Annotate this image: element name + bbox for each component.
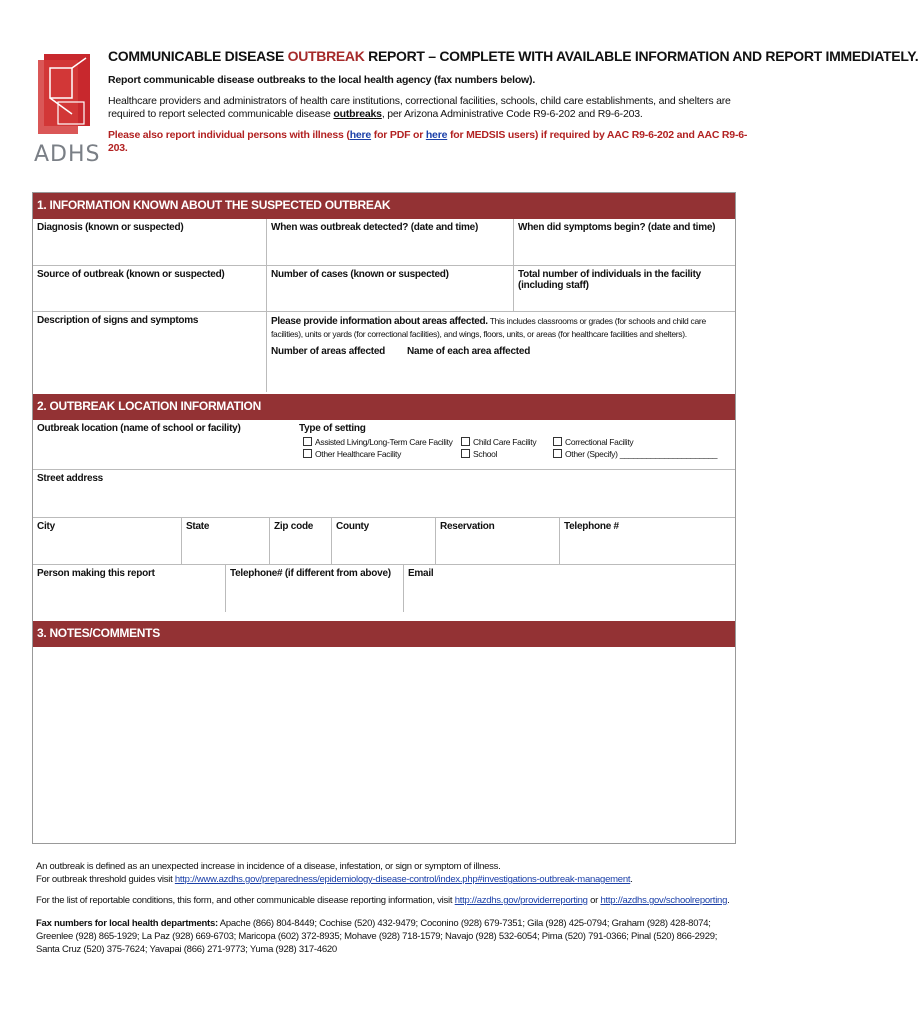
checkbox-icon [553, 449, 562, 458]
state-field[interactable]: State [181, 518, 269, 564]
checkbox-icon [303, 437, 312, 446]
notes-field[interactable] [33, 647, 735, 843]
report-instruction: Report communicable disease outbreaks to the local health agency (fax numbers below). [108, 74, 536, 86]
zip-field[interactable]: Zip code [269, 518, 331, 564]
logo-text: ADHS [34, 142, 101, 167]
section-1-header: 1. INFORMATION KNOWN ABOUT THE SUSPECTED OUTBREAK [33, 193, 735, 219]
checkbox-other-healthcare[interactable]: Other Healthcare Facility [303, 449, 401, 459]
page-title: COMMUNICABLE DISEASE OUTBREAK REPORT – COMPLETE WITH AVAILABLE INFORMATION AND REPORT IMMEDIATELY. [108, 48, 918, 64]
total-individuals-field[interactable]: Total number of individuals in the facility (including staff) [513, 266, 735, 311]
requirement-paragraph: Healthcare providers and administrators of health care institutions, correctional facilities, schools, child care establishments, and shelters are required to report selected communicable disease outbreaks, per Arizona Administrative Code R9-6-202 and R9-6-203. [108, 95, 731, 120]
outbreak-form [32, 192, 736, 844]
county-field[interactable]: County [331, 518, 435, 564]
detected-field[interactable]: When was outbreak detected? (date and time) [266, 219, 513, 265]
type-setting-group: Type of setting Assisted Living/Long-Term Care Facility Other Healthcare Facility Child Care Facility School Correctional Facility Other (Specify) ______________________ [299, 423, 718, 459]
row-street [33, 470, 735, 518]
row-city [33, 518, 735, 565]
reservation-field[interactable]: Reservation [435, 518, 559, 564]
checkbox-correctional[interactable]: Correctional Facility [553, 437, 633, 447]
pdf-link[interactable]: here [349, 129, 372, 141]
city-field[interactable]: City [37, 521, 55, 532]
checkbox-icon [303, 449, 312, 458]
row-description [33, 312, 735, 392]
footer [36, 860, 736, 964]
num-areas-label: Number of areas affected [271, 346, 386, 357]
location-field[interactable]: Outbreak location (name of school or facility) [37, 423, 241, 434]
checkbox-icon [461, 449, 470, 458]
threshold-guides: For outbreak threshold guides visit http://www.azdhs.gov/preparedness/epidemiology-disease-control/index.php#investigations-outbreak-management. [36, 874, 633, 885]
areas-affected-field[interactable]: Please provide information about areas affected. This includes classrooms or grades (for schools and child care facilities), units or yards (for correctional facilities), and wings, floors, units, or areas (for healthcare facilities and shelters). Number of areas affected Name of each area affected [266, 312, 735, 392]
row-person [33, 565, 735, 612]
threshold-link[interactable]: http://www.azdhs.gov/preparedness/epidemiology-disease-control/index.php#investigations-outbreak-management [174, 874, 631, 885]
checkbox-other-specify[interactable]: Other (Specify) ______________________ [553, 449, 717, 459]
checkbox-icon [553, 437, 562, 446]
row-diagnosis [33, 219, 735, 266]
source-field[interactable]: Source of outbreak (known or suspected) [37, 269, 225, 280]
symptoms-begin-field[interactable]: When did symptoms begin? (date and time) [513, 219, 735, 265]
school-reporting-link[interactable]: http://azdhs.gov/schoolreporting [600, 895, 728, 906]
telephone-alt-field[interactable]: Telephone# (if different from above) [225, 565, 403, 612]
checkbox-school[interactable]: School [461, 449, 497, 459]
medsis-link[interactable]: here [425, 129, 448, 141]
person-field[interactable]: Person making this report [37, 568, 155, 579]
reportable-conditions: For the list of reportable conditions, this form, and other communicable disease reporting information, visit http://azdhs.gov/providerreporting or http://azdhs.gov/schoolreporting. [36, 895, 730, 906]
fax-numbers: Fax numbers for local health departments: Apache (866) 804-8449; Cochise (520) 432-9479; Coconino (928) 679-7351; Gila (928) 425-0794; Graham (928) 428-8074; Greenlee (928) 865-1929; La Paz (928) 669-6703; Maricopa (602) 372-8935; Mohave (928) 718-1579; Navajo (928) 532-6054; Pima (520) 791-0366; Pinal (520) 866-2929; Santa Cruz (520) 375-7624; Yavapai (866) 271-9773; Yuma (928) 317-4620 [36, 918, 718, 955]
title-highlight: OUTBREAK [287, 48, 365, 64]
name-areas-label: Name of each area affected [407, 346, 531, 357]
telephone-field[interactable]: Telephone # [559, 518, 735, 564]
checkbox-icon [461, 437, 470, 446]
email-field[interactable]: Email [403, 565, 735, 612]
provider-reporting-link[interactable]: http://azdhs.gov/providerreporting [454, 895, 588, 906]
street-field[interactable]: Street address [37, 473, 103, 484]
section-3-header: 3. NOTES/COMMENTS [33, 621, 735, 647]
checkbox-assisted-living[interactable]: Assisted Living/Long-Term Care Facility [303, 437, 453, 447]
row-source [33, 266, 735, 312]
header [108, 48, 918, 155]
diagnosis-field[interactable]: Diagnosis (known or suspected) [37, 222, 184, 233]
checkbox-child-care[interactable]: Child Care Facility [461, 437, 536, 447]
num-cases-field[interactable]: Number of cases (known or suspected) [266, 266, 513, 311]
description-field[interactable]: Description of signs and symptoms [37, 315, 199, 326]
row-location [33, 420, 735, 470]
outbreak-definition: An outbreak is defined as an unexpected increase in incidence of a disease, infestation, or sign or symptom of illness. [36, 861, 501, 872]
adhs-logo-icon [36, 54, 92, 134]
individual-report-note: Please also report individual persons with illness (here for PDF or here for MEDSIS users) if required by AAC R9-6-202 and AAC R9-6-203. [108, 129, 748, 154]
section-2-header: 2. OUTBREAK LOCATION INFORMATION [33, 394, 735, 420]
